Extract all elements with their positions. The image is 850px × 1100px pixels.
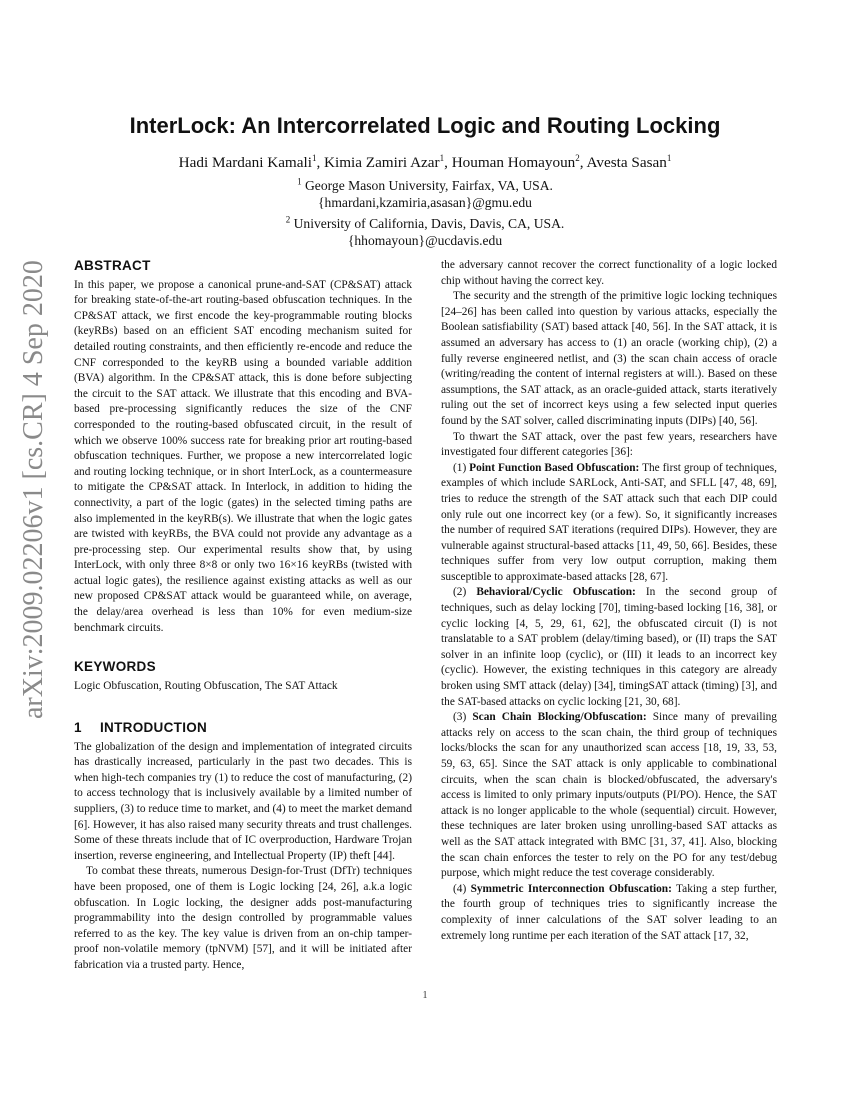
item-number: (2)	[453, 586, 477, 599]
item-title: Scan Chain Blocking/Obfuscation:	[472, 711, 647, 724]
author-affiliation-mark: 2	[575, 152, 580, 163]
body-paragraph: The security and the strength of the primitive logic locking techniques [24–26] has been called into question by various attacks, especially the Boolean satisfiability (SAT) based attack [40, 56]. In the SAT attack, it is assumed an adversary has access to (1) an oracle (working chip), (2) a fully reverse engineered netlist, and (3) the scan chain access of oracle (writing/reading the content of internal registers at will.). Based on these assumptions, the SAT attack, as an oracle-guided attack, starts iteratively ruling out the set of incorrect keys using a few selected input queries found by the SAT solver, called discriminating inputs (DIPs) [40, 56].	[441, 290, 777, 427]
paper-title: InterLock: An Intercorrelated Logic and Routing Locking	[129, 113, 721, 138]
item-number: (4)	[453, 882, 471, 895]
affiliation-name: University of California, Davis, Davis, CA, USA.	[293, 216, 565, 231]
introduction-section	[74, 720, 412, 974]
item-title: Symmetric Interconnection Obfuscation:	[470, 882, 672, 895]
affiliation-1	[0, 178, 850, 194]
item-text: Since many of prevailing attacks rely on access to the scan chain, the third group of techniques locks/blocks the scan for any unauthorized scan access [18, 19, 33, 53, 59, 63, 65]. Since the SAT attack is only applicable to combinational circuits, when the scan chain is blocked/obfuscated, the adversary's access is limited to only primary inputs/outputs (PI/PO). Hence, the SAT attack is no longer applicable to the whole (sequential) circuit. However, these techniques are later broken using unrolling-based SAT attacks as well as the SAT attack integrated with BMC [31, 37, 41]. Also, blocking the scan chain enforces the tester to rely on the PO for any test/debug purpose, which might reduce the test coverage considerably.	[441, 711, 777, 880]
item-title: Behavioral/Cyclic Obfuscation:	[476, 586, 636, 599]
introduction-heading	[74, 720, 412, 736]
right-column	[441, 258, 777, 944]
intro-paragraph: The globalization of the design and implementation of integrated circuits has drastically increased, particularly in the past two decades. This is when high-tech companies try (1) to reduce the cost of manufacturing, (2) to access technology that is inclusively available by a limited number of suppliers, (3) to reduce time to market, and (4) to meet the market demand [6]. However, it has also raised many security threats and trust challenges. Some of these threats include that of IC overproduction, Hardware Trojan insertion, reverse engineering, and Intellectual Property (IP) theft [44].	[74, 740, 412, 862]
author-name: Hadi Mardani Kamali	[178, 154, 312, 171]
body-paragraph: To thwart the SAT attack, over the past few years, researchers have investigated four different categories [36]:	[441, 430, 777, 459]
arxiv-identifier: arXiv:2009.02206v1 [cs.CR] 4 Sep 2020	[18, 260, 49, 720]
abstract-text: In this paper, we propose a canonical prune-and-SAT (CP&SAT) attack for breaking state-of-the-art routing-based obfuscation techniques. In the CP&SAT attack, we first encode the key-programmable routing blocks (keyRBs) based on an efficient SAT encoding mechanism suited for detailed routing constraints, and then efficiently re-encode and reduce the CNF corresponded to the keyRB using a bounded variable addition (BVA) algorithm. In the CP&SAT attack, this is done before subjecting the circuit to the SAT attack. We illustrate that this encoding and BVA-based pre-processing significantly reduces the size of the CNF corresponded to the routing-based obfuscated circuit, in the result of which we observe 100% success rate for breaking prior art routing-based obfuscation techniques. Further, we propose a new intercorrelated logic and routing locking technique, or in short InterLock, as a countermeasure to mitigate the CP&SAT attack. In Interlock, in addition to hiding the connectivity, a part of the logic (gates) in the selected timing paths are also implemented in the keyRB(s). We illustrate that when the logic gates are twisted with keyRBs, the BVA could not provide any advantage as a pre-processing step. Our experimental results show that, by using InterLock, with only three 8×8 or only two 16×16 keyRBs (twisted with actual logic gates), the resilience against existing attacks as well as our new proposed CP&SAT attack would be guaranteed while, on average, the delay/area overhead is less than 10% for even medium-size benchmark circuits.	[74, 278, 412, 634]
affiliation-name: George Mason University, Fairfax, VA, USA.	[304, 178, 553, 193]
keywords-heading: KEYWORDS	[74, 659, 156, 674]
affiliation-2	[0, 216, 850, 232]
continued-paragraph: the adversary cannot recover the correct functionality of a logic locked chip without having the correct key.	[441, 259, 777, 287]
abstract-section	[74, 258, 412, 636]
category-item	[441, 710, 777, 882]
item-number: (1)	[453, 461, 470, 474]
category-item	[441, 882, 777, 944]
author-name: Houman Homayoun	[451, 154, 576, 171]
author-affiliation-mark: 1	[439, 152, 445, 163]
section-title: INTRODUCTION	[100, 720, 208, 735]
author-affiliation-mark: 1	[666, 152, 672, 163]
affiliation-mark: 1	[297, 176, 302, 187]
category-item	[441, 585, 777, 710]
item-text: The first group of techniques, examples of which include SARLock, Anti-SAT, and SFLL [47, 48, 69], tries to reduce the strength of the SAT attack such that each DIP could only rule out one incorrect key (or a few). So, it significantly increases the number of required SAT iterations (required DIPs). However, they are vulnerable against structural-based attacks [11, 49, 50, 66]. Besides, these techniques suffer from very low output corruption, making them susceptible to approximate-based attacks [28, 67].	[441, 461, 777, 583]
item-text: Taking a step further, the fourth group of techniques tries to significantly increase the complexity of inner calculations of the SAT solver leading to an extremely long runtime per each iteration of the SAT attack [17, 32,	[441, 882, 777, 942]
item-text: In the second group of techniques, such as delay locking [70], timing-based locking [16, 38], or cyclic locking [4, 5, 29, 61, 62], the obfuscated circuit (I) is not translatable to a SAT problem (delay/timing based), or (II) traps the SAT solver in an infinite loop (cyclic), or (III) it leads to an incorrect key (cyclic). However, the existing techniques in this category are already broken using SMT attack (delay) [34], timingSAT attack (timing) [3], and the SAT-based attacks on cyclic locking [21, 30, 68].	[441, 586, 777, 708]
item-title: Point Function Based Obfuscation:	[469, 461, 640, 474]
item-number: (3)	[453, 711, 473, 724]
keywords-section	[74, 659, 412, 694]
affiliation-2-email: {hhomayoun}@ucdavis.edu	[347, 233, 503, 248]
author-name: Kimia Zamiri Azar	[324, 154, 440, 171]
section-number: 1	[74, 720, 82, 735]
author-list: Hadi Mardani Kamali$^1$, Kimia Zamiri Azar$^1$, Houman Homayoun$^2$, Avesta Sasan$^1$	[178, 152, 672, 171]
abstract-heading: ABSTRACT	[74, 258, 151, 273]
keywords-text: Logic Obfuscation, Routing Obfuscation, The SAT Attack	[74, 679, 338, 692]
affiliation-mark: 2	[285, 214, 291, 225]
category-item	[441, 461, 777, 586]
affiliation-1-email: {hmardani,kzamiria,asasan}@gmu.edu	[318, 195, 532, 210]
author-name: Avesta Sasan	[586, 154, 667, 171]
intro-paragraph: To combat these threats, numerous Design-for-Trust (DfTr) techniques have been proposed, one of them is Logic locking [24, 26], a.k.a logic obfuscation. In Logic locking, the designer adds post-manufacturing programmability into the design controlled by programmable values referred to as the key. The key value is driven from an on-chip tamper-proof non-volatile memory (tpNVM) [57], and it will be initiated after fabrication via a trusted party. Hence,	[74, 865, 412, 971]
author-affiliation-mark: 1	[311, 152, 317, 163]
page-number: 1	[422, 990, 428, 1001]
